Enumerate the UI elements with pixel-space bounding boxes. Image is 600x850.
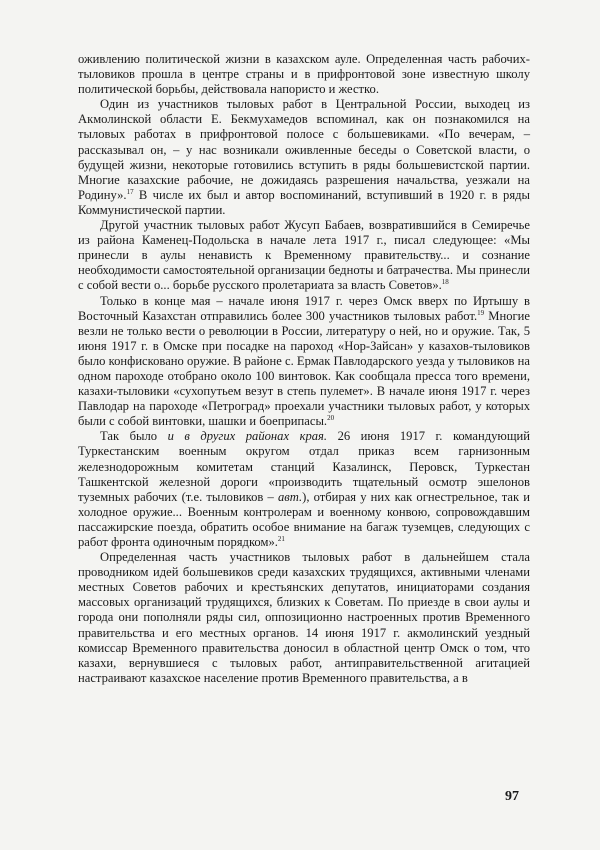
paragraph-4-tail: Многие везли не только вести о революции в России, литературу о ней, но и оружие. Так, 5 июня 1917 г. в Омске при посадке на пароход «Нор-Зайсан» у казахов-тыловиков было конфисковано оружие. В районе с. Ермак Павлодарского уезда у тыловиков на одном пароходе отобрано около 100 винтовок. Как сообщала пресса того времени, казахи-тыловики «сухопутьем везут в степь пулемет». В начале июня 1917 г. через Павлодар на пароходе «Петроград» проехали участники тыловых работ, у которых были с собой винтовки, шашки и боеприпасы. [78, 308, 530, 429]
paragraph-4 [78, 294, 530, 430]
paragraph-2-tail: В числе их был и автор воспоминаний, вступивший в 1920 г. в ряды Коммунистической партии. [78, 187, 530, 217]
paragraph-3-text: Другой участник тыловых работ Жусуп Бабаев, возвратившийся в Семиречье из района Каменец-Подольска в начале лета 1917 г., писал следующее: «Мы принесли в аулы ненависть к Временному правительству... и сознание необходимости самостоятельной организации бедноты и батрачества. Мы принесли с собой вести о... борьбе русского пролетариата за власть Советов». [78, 218, 531, 293]
paragraph-5-text-b: 26 июня 1917 г. командующий Туркестанским военным округом отдал приказ всем гарнизонным железнодорожным комитетам станций Казалинск, Перовск, Туркестан Ташкентской железной дороги «производить тщательный осмотр эшелонов туземных рабочих (т.е. тыловиков – [78, 429, 530, 504]
paragraph-2 [78, 97, 530, 218]
paragraph-5-italic: и в других районах края. [167, 429, 328, 444]
paragraph-4-text: Только в конце мая – начале июня 1917 г. через Омск вверх по Иртышу в Восточный Казахстан отправились более 300 участников тыловых работ. [78, 293, 530, 323]
footnote-ref-19: 19 [477, 308, 485, 317]
paragraph-5 [78, 429, 530, 550]
paragraph-5-italic-author: авт. [277, 489, 303, 504]
page-number: 97 [505, 789, 519, 804]
paragraph-3 [78, 218, 530, 293]
footnote-ref-20: 20 [327, 414, 335, 423]
paragraph-5-text-c: ), отбирая у них как огнестрельное, так и холодное оружие... Военным контролерам и военному конвою, сопровождавшим пассажирские поезда, обратить особое внимание на багаж туземцев, следующих с работ фронта одиночным порядком». [78, 489, 530, 549]
paragraph-1: оживлению политической жизни в казахском ауле. Определенная часть рабочих-тыловиков прошла в центре страны и в прифронтовой зоне известную школу политической борьбы, действовала напористо и жестко. [78, 52, 530, 97]
page-body [78, 52, 530, 686]
paragraph-2-text: Один из участников тыловых работ в Центральной России, выходец из Акмолинской области Е. Бекмухамедов вспоминал, как он познакомился на тыловых работах в прифронтовой полосе с большевиками. «По вечерам, – рассказывал он, – у нас возникали оживленные беседы о Советской власти, о будущей жизни, некоторые готовились вступить в ряды большевистской партии. Многие казахские рабочие, не дожидаясь разрешения начальства, уезжали на Родину». [78, 97, 530, 202]
footnote-ref-21: 21 [277, 535, 285, 543]
paragraph-5-text-a: Так было [100, 429, 168, 444]
footnote-ref-17: 17 [126, 187, 134, 196]
footnote-ref-18: 18 [441, 278, 449, 287]
paragraph-6: Определенная часть участников тыловых работ в дальнейшем стала проводником идей большевиков среди казахских трудящихся, активными членами местных Советов рабочих и крестьянских депутатов, инициаторами создания массовых организаций трудящихся, близких к Советам. По приезде в свои аулы и города они пополняли ряды сил, оппозиционно настроенных против Временного правительства и его местных органов. 14 июня 1917 г. акмолинский уездный комиссар Временного правительства доносил в областной центр Омск о том, что казахи, вернувшиеся с тыловых работ, антиправительственной агитацией настраивают казахское население против Временного правительства, а в [78, 550, 530, 685]
